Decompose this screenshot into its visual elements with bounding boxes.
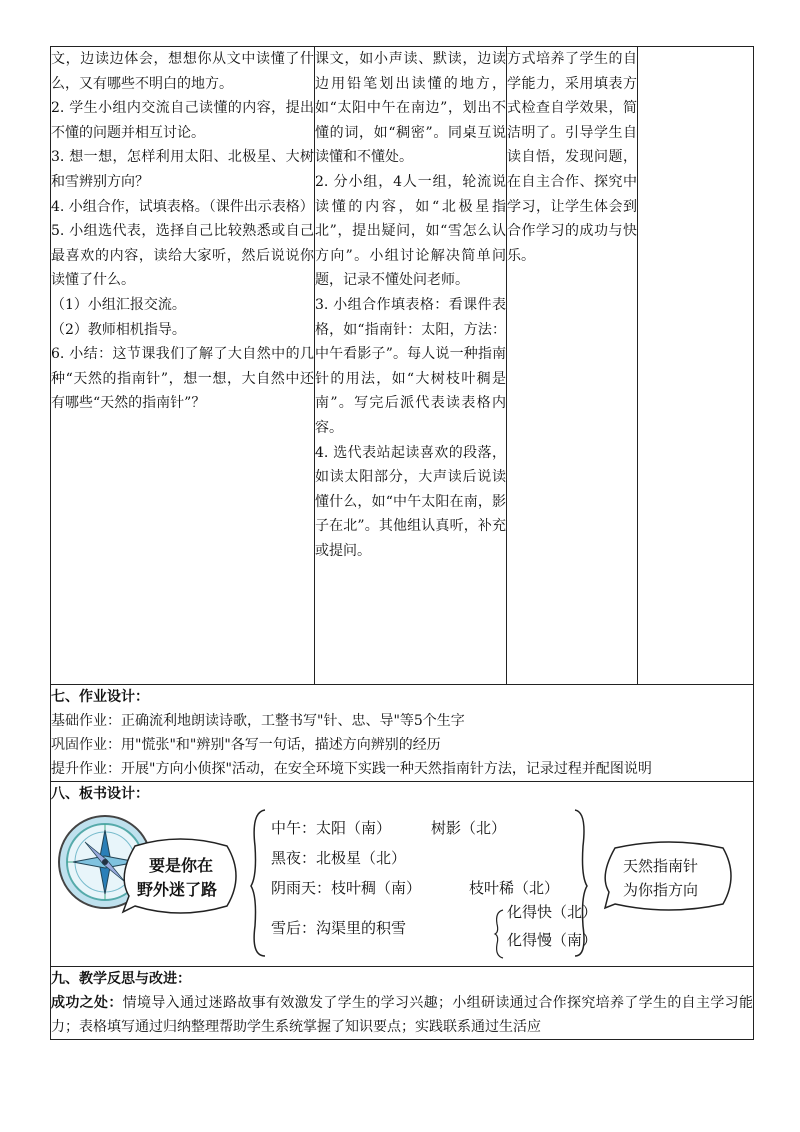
reflection-body: 情境导入通过迷路故事有效激发了学生的学习兴趣；小组研读通过合作探究培养了学生的自主学习能力；表格填写通过归纳整理帮助学生系统掌握了知识要点；实践联系通过生活应 <box>51 995 754 1035</box>
procedure-row <box>51 47 754 685</box>
reflection-row <box>51 967 754 1040</box>
reflection-title: 九、教学反思与改进： <box>51 971 191 987</box>
homework-cell <box>51 685 754 782</box>
board-row-3: 阴雨天：枝叶稠（南） <box>271 879 422 897</box>
board-row-1-extra: 树影（北） <box>431 819 507 837</box>
homework-row <box>51 685 754 782</box>
board-title: 八、板书设计： <box>51 786 149 802</box>
teacher-step: 5. 小组选代表，选择自己比较熟悉或自己最喜欢的内容，读给大家听，然后说说你读懂了什么。 <box>51 223 314 289</box>
empty-cell <box>638 47 754 685</box>
homework-line: 基础作业：正确流利地朗读诗歌，工整书写"针、忠、导"等5个生字 <box>51 713 465 729</box>
bubble-right-line1: 天然指南针 <box>623 857 699 875</box>
bubble-left-line1: 要是你在 <box>149 856 214 875</box>
teacher-step: 6. 小结：这节课我们了解了大自然中的几种“天然的指南针”，想一想，大自然中还有哪些“天然的指南针”？ <box>51 346 314 412</box>
homework-line: 提升作业：开展"方向小侦探"活动，在安全环境下实践一种天然指南针方法，记录过程并配图说明 <box>51 761 652 777</box>
teacher-step: 2. 学生小组内交流自己读懂的内容，提出不懂的问题并相互讨论。 <box>51 100 314 141</box>
teacher-step: 3. 想一想，怎样利用太阳、北极星、大树和雪辨别方向？ <box>51 149 314 190</box>
reflection-text <box>51 991 753 1039</box>
homework-line: 巩固作业：用"慌张"和"辨别"各写一句话，描述方向辨别的经历 <box>51 737 441 753</box>
board-design <box>51 806 753 966</box>
student-step: 课文，如小声读、默读，边读边用铅笔划出读懂的地方，如“太阳中午在南边”，划出不懂的词，如“稠密”。同桌互说读懂和不懂处。 <box>315 51 506 166</box>
student-step: 4. 选代表站起读喜欢的段落，如读太阳部分，大声读后说读懂什么，如“中午太阳在南，影子在北”。其他组认真听，补充或提问。 <box>315 444 506 559</box>
student-step: 3. 小组合作填表格：看课件表格，如“指南针：太阳，方法：中午看影子”。每人说一种指南针的用法，如“大树枝叶稠是南”。写完后派代表读表格内容。 <box>315 296 506 436</box>
board-cell <box>51 782 754 967</box>
student-step: 2. 分小组，4人一组，轮流说读懂的内容，如“北极星指北”，提出疑问，如“雪怎么认方向”。小组讨论解决简单问题，记录不懂处问老师。 <box>315 173 506 289</box>
board-row-2: 黑夜：北极星（北） <box>271 849 407 867</box>
board-row <box>51 782 754 967</box>
reflection-label: 成功之处： <box>51 995 123 1011</box>
design-intent-text: 方式培养了学生的自学能力，采用填表方式检查自学效果，简洁明了。引导学生自读自悟，发现问题，在自主合作、探究中学习，让学生体会到合作学习的成功与快乐。 <box>507 51 637 264</box>
bubble-right-line2: 为你指方向 <box>623 881 699 899</box>
teacher-step: 4. 小组合作，试填表格。（课件出示表格） <box>51 198 314 215</box>
student-activity-cell <box>315 47 507 685</box>
board-row-3-extra: 枝叶稀（北） <box>469 879 560 897</box>
teacher-step: （1）小组汇报交流。 <box>51 296 186 313</box>
board-row-4: 雪后：沟渠里的积雪 <box>271 919 407 937</box>
reflection-cell <box>51 967 754 1040</box>
teacher-activity-cell <box>51 47 315 685</box>
snow-slow: 化得慢（南） <box>507 931 598 949</box>
board-row-1: 中午：太阳（南） <box>271 819 392 837</box>
homework-title: 七、作业设计： <box>51 689 149 705</box>
design-intent-cell <box>507 47 638 685</box>
bubble-left-line2: 野外迷了路 <box>137 880 218 899</box>
lesson-table <box>50 46 754 1040</box>
snow-fast: 化得快（北） <box>507 903 598 921</box>
teacher-step: 文，边读边体会，想想你从文中读懂了什么，又有哪些不明白的地方。 <box>51 51 314 92</box>
teacher-step: （2）教师相机指导。 <box>51 321 186 338</box>
